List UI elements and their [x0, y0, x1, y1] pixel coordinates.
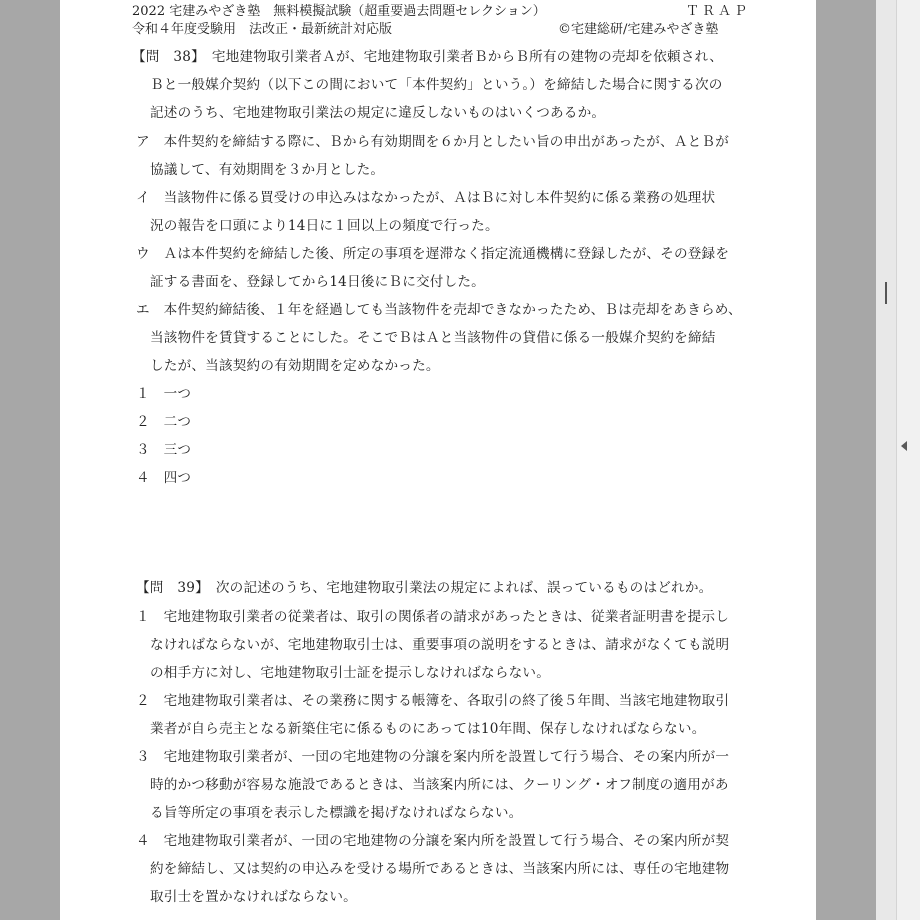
- header-trap: ＴＲＡＰ: [686, 4, 751, 19]
- q38-stem-line: 記述のうち、宅地建物取引業法の規定に違反しないものはいくつあるか。: [150, 105, 606, 121]
- q39-choice-4: ４ 宅地建物取引業者が、一団の宅地建物の分譲を案内所を設置して行う場合、その案内所が契: [136, 833, 730, 849]
- q38-item-e: エ 本件契約締結後、１年を経過しても当該物件を売却できなかったため、Ｂは売却をあきらめ、: [136, 302, 742, 318]
- vertical-scrollbar[interactable]: [876, 0, 897, 920]
- scroll-thumb-grip[interactable]: [885, 282, 887, 304]
- q38-choice-3: ３ 三つ: [136, 442, 192, 458]
- q39-choice-4-cont: 約を締結し、又は契約の申込みを受ける場所であるときは、当該案内所には、専任の宅地建物: [150, 861, 730, 877]
- q39-choice-2: ２ 宅地建物取引業者は、その業務に関する帳簿を、各取引の終了後５年間、当該宅地建物取引: [136, 693, 730, 709]
- q39-choice-3-cont: 時的かつ移動が容易な施設であるときは、当該案内所には、クーリング・オフ制度の適用があ: [150, 777, 729, 793]
- q38-stem-line: Ｂと一般媒介契約（以下この間において「本件契約」という。）を締結した場合に関する次の: [150, 77, 723, 93]
- q38-choice-1: １ 一つ: [136, 386, 192, 402]
- q39-choice-2-cont: 業者が自ら売主となる新築住宅に係るものにあっては10年間、保存しなければならない。: [150, 721, 706, 737]
- q39-choice-3: ３ 宅地建物取引業者が、一団の宅地建物の分譲を案内所を設置して行う場合、その案内所が一: [136, 749, 730, 765]
- q38-choice-2: ２ 二つ: [136, 414, 192, 430]
- header-title: 2022 宅建みやざき塾 無料模擬試験（超重要過去問題セレクション）: [132, 4, 546, 19]
- header-subtitle: 令和４年度受験用 法改正・最新統計対応版: [132, 22, 393, 37]
- q39-choice-3-cont: る旨等所定の事項を表示した標識を掲げなければならない。: [150, 805, 523, 821]
- chevron-left-icon[interactable]: [896, 440, 912, 456]
- q38-stem-line: 【問 38】 宅地建物取引業者Ａが、宅地建物取引業者ＢからＢ所有の建物の売却を依頼され、: [132, 49, 724, 65]
- q38-item-u: ウ Ａは本件契約を締結した後、所定の事項を遅滞なく指定流通機構に登録したが、その登録を: [136, 246, 730, 262]
- header-copyright: ©宅建総研/宅建みやざき塾: [558, 22, 719, 37]
- q38-item-i: イ 当該物件に係る買受けの申込みはなかったが、ＡはＢに対し本件契約に係る業務の処理状: [136, 190, 716, 206]
- q39-choice-1-cont: なければならないが、宅地建物取引士は、重要事項の説明をするときは、請求がなくても説明: [150, 637, 730, 653]
- q38-item-u-cont: 証する書面を、登録してから14日後にＢに交付した。: [150, 274, 485, 290]
- q38-choice-4: ４ 四つ: [136, 470, 192, 486]
- q39-choice-1: １ 宅地建物取引業者の従業者は、取引の関係者の請求があったときは、従業者証明書を提示し: [136, 609, 729, 625]
- q39-choice-1-cont: の相手方に対し、宅地建物取引士証を提示しなければならない。: [150, 665, 551, 681]
- chevron-left-icon-shape: [899, 440, 909, 452]
- q38-item-a-cont: 協議して、有効期間を３か月とした。: [150, 162, 385, 178]
- right-panel: [876, 0, 920, 920]
- document-page: [60, 0, 816, 920]
- q38-item-e-cont: 当該物件を賃貸することにした。そこでＢはＡと当該物件の貸借に係る一般媒介契約を締結: [150, 330, 716, 346]
- q39-stem: 【問 39】 次の記述のうち、宅地建物取引業法の規定によれば、誤っているものはどれか。: [136, 580, 713, 596]
- q38-item-e-cont: したが、当該契約の有効期間を定めなかった。: [150, 358, 440, 374]
- q38-item-i-cont: 況の報告を口頭により14日に１回以上の頻度で行った。: [150, 218, 499, 234]
- q39-choice-4-cont: 取引士を置かなければならない。: [150, 889, 357, 905]
- q38-item-a: ア 本件契約を締結する際に、Ｂから有効期間を６か月としたい旨の申出があったが、ＡとＢが: [136, 134, 729, 150]
